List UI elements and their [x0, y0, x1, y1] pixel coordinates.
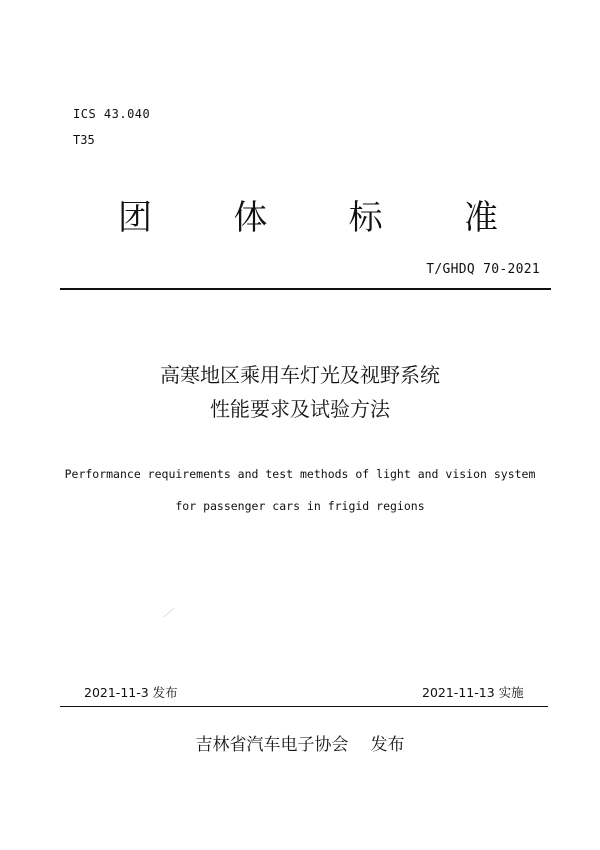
classification-code: T35	[73, 133, 95, 147]
english-title-line1: Performance requirements and test methods of light and vision system	[64, 467, 536, 481]
standard-number: T/GHDQ 70-2021	[426, 262, 540, 277]
english-title-line2: for passenger cars in frigid regions	[175, 499, 425, 513]
standard-type-char: 准	[463, 198, 498, 238]
english-title	[0, 458, 600, 522]
chinese-title	[0, 358, 600, 426]
chinese-title-line1: 高寒地区乘用车灯光及视野系统	[160, 363, 440, 387]
publisher-name: 吉林省汽车电子协会	[195, 735, 349, 755]
standard-type-char: 团	[118, 198, 152, 238]
top-divider	[60, 288, 551, 290]
implementation-date: 2021-11-13 实施	[422, 685, 524, 700]
issue-date: 2021-11-3 发布	[84, 685, 178, 700]
publisher-action: 发布	[370, 735, 405, 755]
standard-type-char: 标	[348, 198, 383, 238]
bottom-divider	[60, 706, 548, 707]
publisher-line	[0, 730, 600, 755]
faint-scan-mark	[163, 608, 174, 618]
standard-type-char: 体	[233, 198, 268, 238]
chinese-title-line2: 性能要求及试验方法	[210, 397, 390, 421]
ics-code: ICS 43.040	[73, 107, 151, 121]
standard-type-heading	[118, 190, 498, 239]
